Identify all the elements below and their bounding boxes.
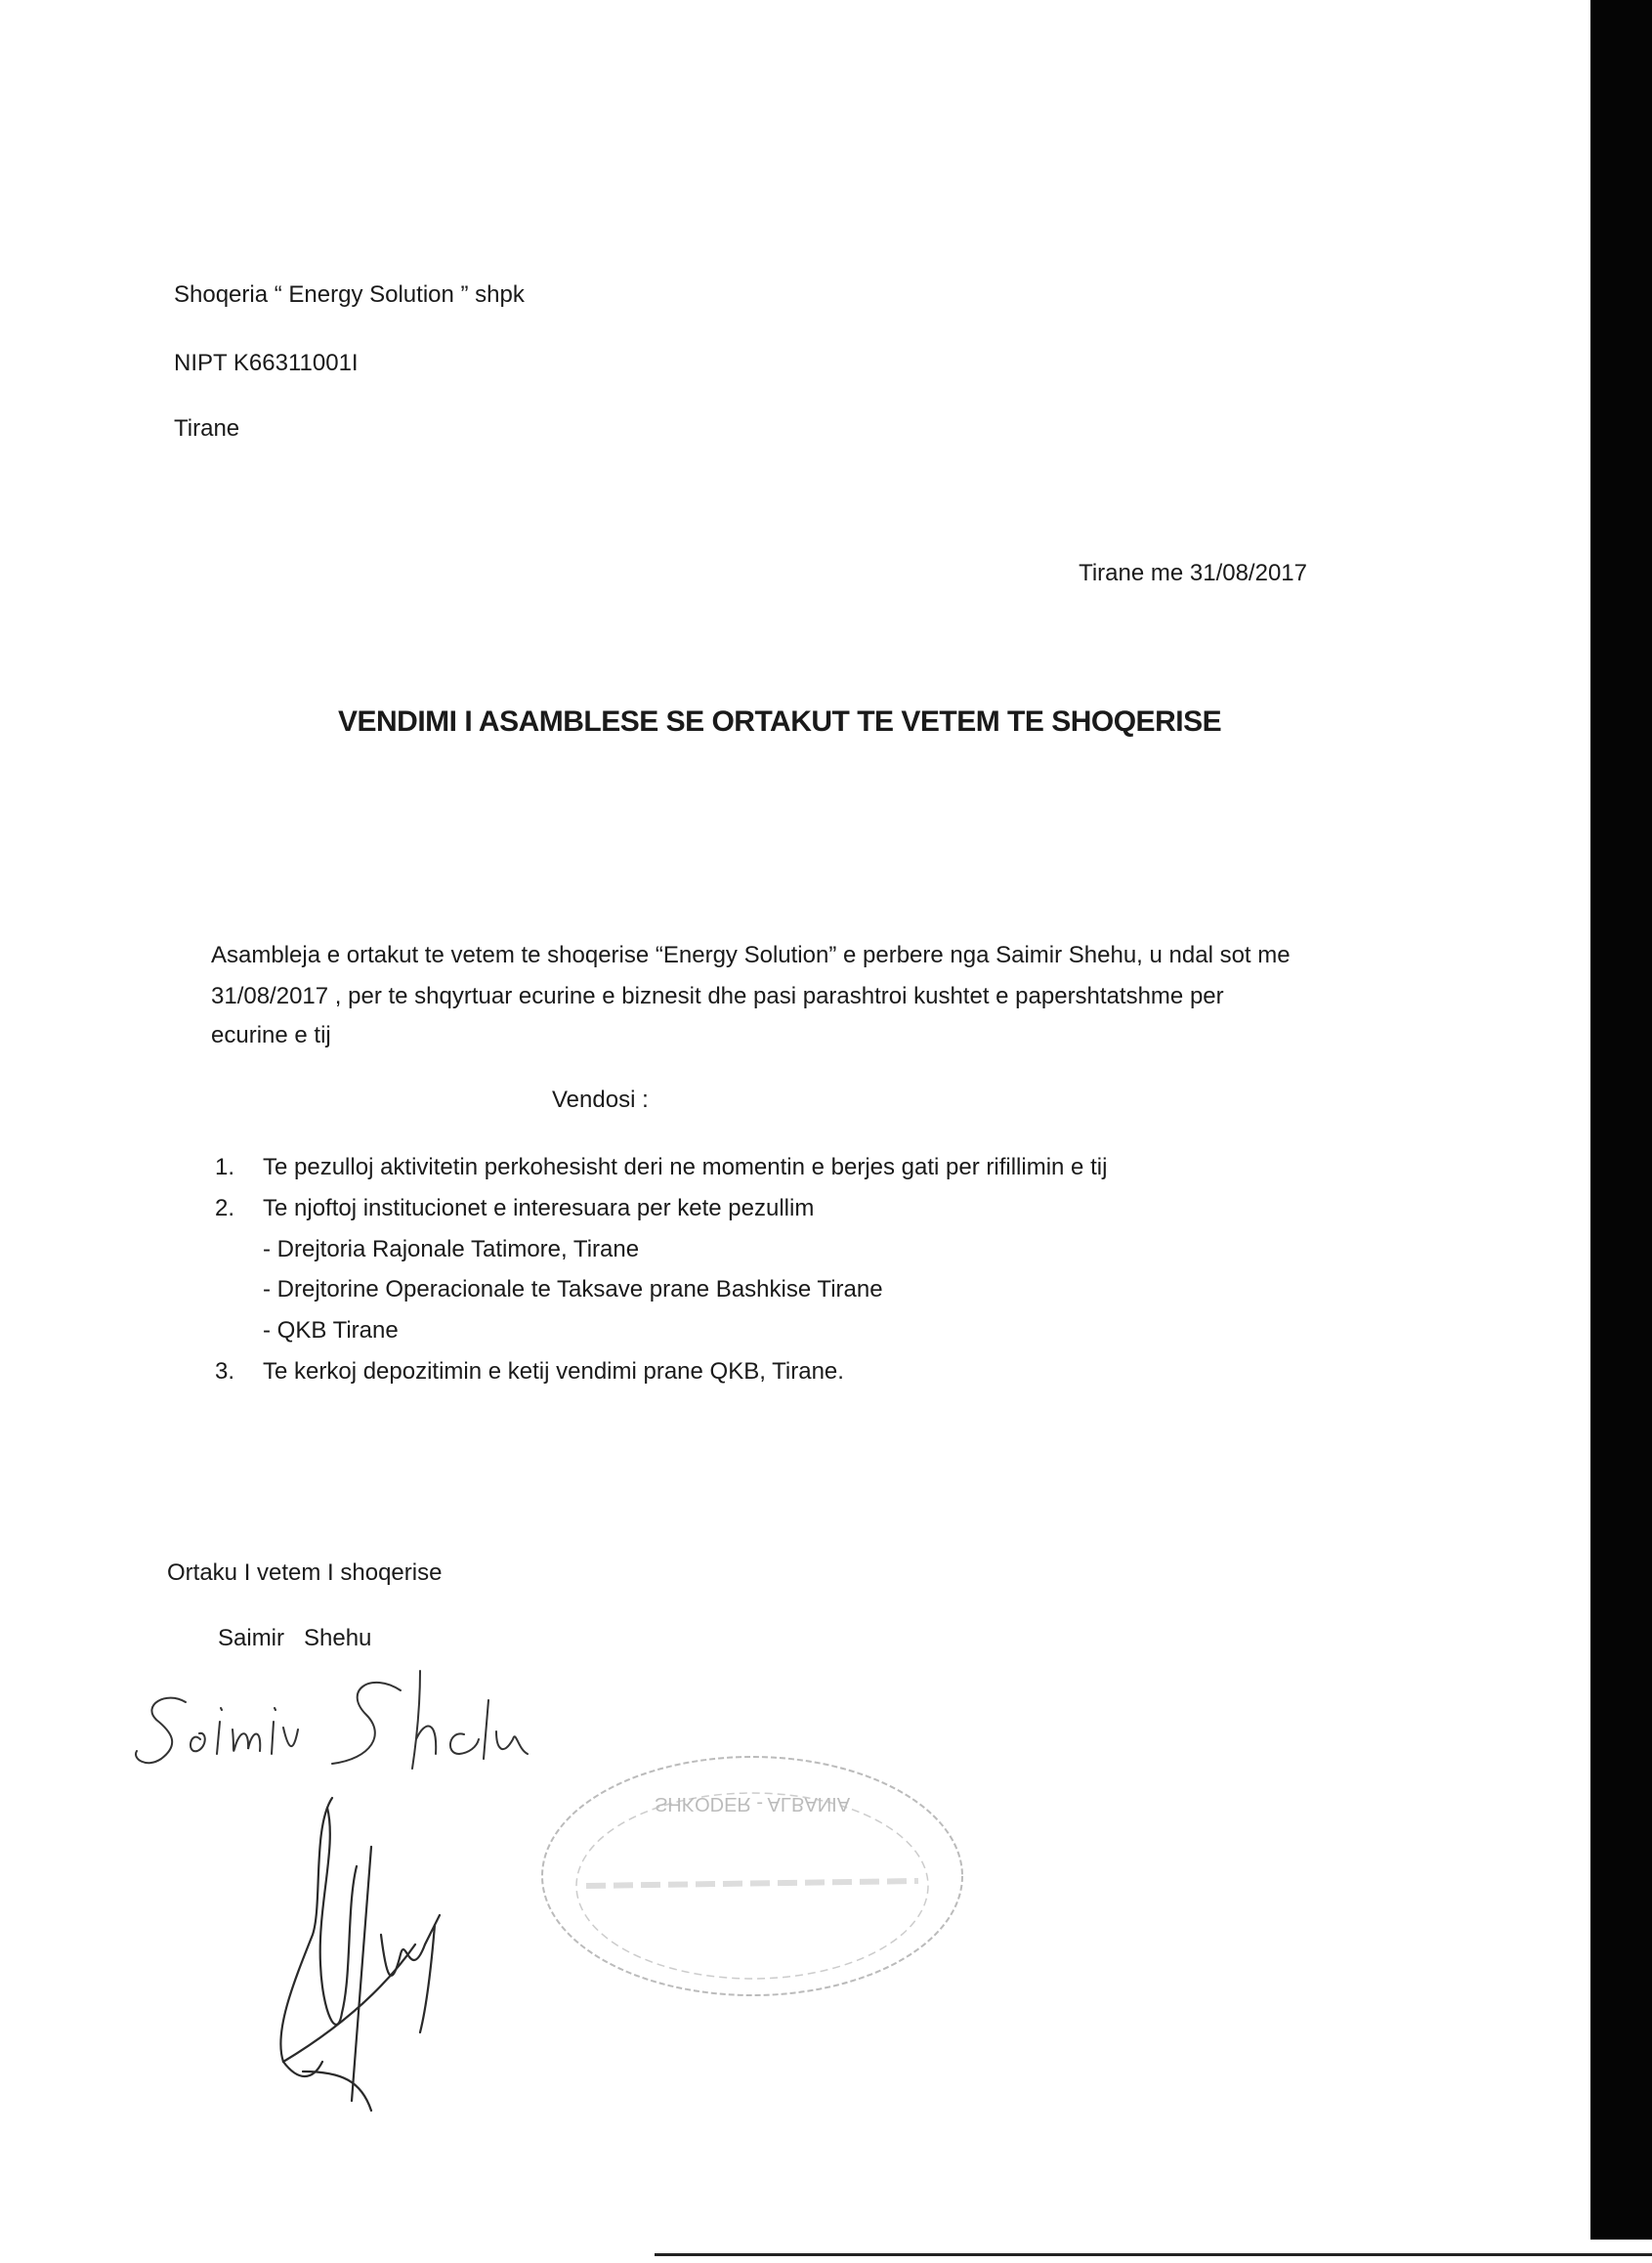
- sub-list-item: - Drejtorine Operacionale te Taksave prane Bashkise Tirane: [263, 1276, 883, 1302]
- paragraph-line: ecurine e tij: [211, 1022, 331, 1048]
- paragraph-line: Asambleja e ortakut te vetem te shoqerise “Energy Solution” e perbere nga Saimir Shehu, u ndal sot me: [211, 942, 1291, 968]
- company-city: Tirane: [174, 415, 240, 442]
- document-date: Tirane me 31/08/2017: [1079, 560, 1307, 586]
- signature-scrawl: [244, 1788, 479, 2120]
- document-title: VENDIMI I ASAMBLESE SE ORTAKUT TE VETEM TE SHOQERISE: [338, 705, 1222, 738]
- signatory-name: Saimir Shehu: [218, 1625, 372, 1651]
- list-item: Te pezulloj aktivitetin perkohesisht deri ne momentin e berjes gati per rifillimin e tij: [263, 1154, 1108, 1180]
- sub-list-item: - Drejtoria Rajonale Tatimore, Tirane: [263, 1236, 640, 1262]
- list-item-number: 3.: [215, 1358, 235, 1385]
- list-item-number: 2.: [215, 1195, 235, 1221]
- svg-text:SHKODER - ALBANIA: SHKODER - ALBANIA: [654, 1793, 851, 1815]
- scan-edge-bar: [1590, 0, 1652, 2240]
- company-stamp: [528, 1739, 977, 2003]
- signatory-role: Ortaku I vetem I shoqerise: [167, 1559, 443, 1586]
- list-item: Te njoftoj institucionet e interesuara per kete pezullim: [263, 1195, 815, 1221]
- scan-bottom-edge: [655, 2253, 1652, 2256]
- list-item-number: 1.: [215, 1154, 235, 1180]
- sub-list-item: - QKB Tirane: [263, 1317, 399, 1344]
- company-nipt: NIPT K66311001I: [174, 350, 359, 376]
- list-item: Te kerkoj depozitimin e ketij vendimi prane QKB, Tirane.: [263, 1358, 844, 1385]
- paragraph-line: 31/08/2017 , per te shqyrtuar ecurine e biznesit dhe pasi parashtroi kushtet e papershtatshme per: [211, 983, 1224, 1009]
- company-name: Shoqeria “ Energy Solution ” shpk: [174, 281, 525, 308]
- decision-label: Vendosi :: [552, 1087, 649, 1113]
